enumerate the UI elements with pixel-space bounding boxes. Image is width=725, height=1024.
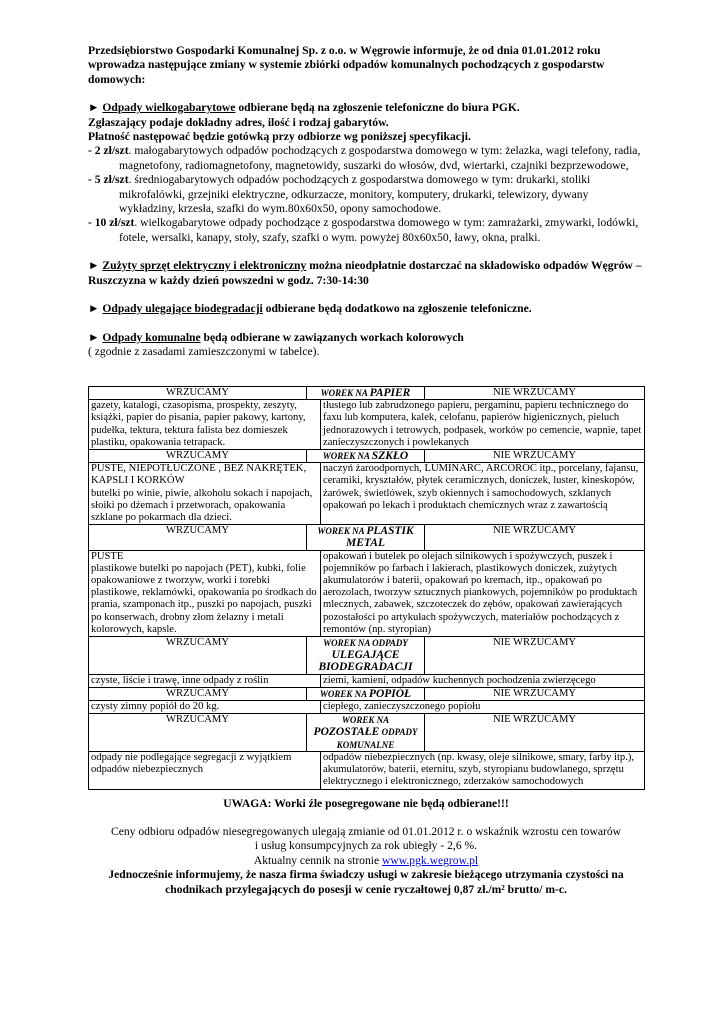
section-municipal-rest: będą odbierane w zawiązanych workach kolorowych bbox=[200, 330, 464, 344]
worek-type: POPIÓŁ bbox=[368, 687, 412, 700]
in-items: butelki po winie, piwie, alkoholu sokach i napojach, słoiki po dżemach i przetworach, opakowania szklane po pokarmach dla dzieci. bbox=[91, 487, 313, 524]
bag-type-header bbox=[307, 525, 425, 550]
footer-price-line2: i usług konsumpcyjnych za rok ubiegły - 2,6 %. bbox=[254, 839, 478, 853]
section-municipal-note: ( zgodnie z zasadami zamieszczonymi w tabelce). bbox=[88, 344, 320, 358]
worek-type: PAPIER bbox=[369, 387, 411, 399]
price-item-2 bbox=[88, 144, 646, 173]
section-bulky-line2: Zgłaszający podaje dokładny adres, ilość i rodzaj gabarytów. bbox=[88, 115, 389, 129]
in-header: WRZUCAMY bbox=[89, 637, 307, 675]
allowed-items-cell bbox=[89, 751, 321, 789]
price-item-5 bbox=[88, 173, 646, 216]
in-header: WRZUCAMY bbox=[89, 714, 307, 752]
footer-price-line1: Ceny odbioru odpadów niesegregowanych ulegają zmianie od 01.01.2012 r. o wskaźnik wzrostu cen towarów bbox=[111, 825, 621, 838]
out-header: NIE WRZUCAMY bbox=[425, 687, 645, 700]
out-items: opakowań i butelek po olejach silnikowych i spożywczych, puszek i pojemników po farbach i lakierach, plastikowych doniczek, zużytych akumulatorów i baterii, opakowań po kremach, itp., opakowań po aerozolach, tworzyw sztucznych piankowych, pojemników po produktach mlecznych, zabawek, szczoteczek do zębów, opakowań zawierających pozostałości po artykułach spożywczych, materiałów pochodzących z remontów (np. styropian) bbox=[323, 550, 638, 635]
worek-prefix: WOREK NA bbox=[319, 688, 369, 699]
out-items: ziemi, kamieni, odpadów kuchennych pochodzenia zwierzęcego bbox=[323, 674, 596, 686]
disallowed-items-cell bbox=[321, 550, 645, 636]
section-bulky-heading bbox=[88, 101, 646, 115]
bag-type-header bbox=[307, 687, 425, 700]
table-row bbox=[89, 751, 645, 789]
table-row bbox=[89, 463, 645, 525]
allowed-items-cell bbox=[89, 674, 321, 687]
table-header-row bbox=[89, 637, 645, 675]
footer bbox=[88, 825, 644, 897]
document-body bbox=[88, 44, 646, 359]
out-items: odpadów niebezpiecznych (np. kwasy, oleje silnikowe, smary, farby itp.), akumulatorów, baterii, eternitu, szyb, styropianu budowlanego, sprzętu elektrycznego i elektronicznego, zderzaków samochodowych bbox=[323, 751, 635, 788]
warning-text: UWAGA: Worki źle posegregowane nie będą odbierane!!! bbox=[223, 797, 509, 810]
section-biodegradable-rest: odbierane będą dodatkowo na zgłoszenie telefoniczne. bbox=[262, 302, 532, 316]
in-condition: PUSTE, NIEPOTŁUCZONE , BEZ NAKRĘTEK, KAPSLI I KORKÓW bbox=[91, 463, 307, 487]
out-items: ciepłego, zanieczyszczonego popiołu bbox=[323, 701, 481, 713]
out-items: tłustego lub zabrudzonego papieru, pergaminu, papieru technicznego do faxu lub komputera, kalek, celofanu, papierów higienicznych, pieluch jednorazowych i tetrowych, podpasek, worków po cemencie, wapnie, tapet zanieczyszczonych i powlekanych bbox=[323, 400, 642, 448]
in-condition: PUSTE bbox=[91, 550, 124, 562]
table-header-row bbox=[89, 387, 645, 400]
table-header-row bbox=[89, 687, 645, 700]
price-label: - 5 zł/szt bbox=[88, 173, 129, 187]
footer-cleaning-info: Jednocześnie informujemy, że nasza firma świadczy usługi w zakresie bieżącego utrzymania czystości na chodnikach przylegających do posesji w cenie ryczałtowej 0,87 zł./m² brutto/ m-c. bbox=[108, 868, 624, 896]
section-municipal bbox=[88, 331, 646, 345]
bag-type-header bbox=[307, 714, 425, 752]
table-header-row bbox=[89, 714, 645, 752]
disallowed-items-cell bbox=[321, 463, 645, 525]
out-header: NIE WRZUCAMY bbox=[425, 637, 645, 675]
table-header-row bbox=[89, 450, 645, 463]
price-label: - 2 zł/szt bbox=[88, 144, 129, 158]
in-items: gazety, katalogi, czasopisma, prospekty, zeszyty, książki, papier do pisania, papier pakowy, kartony, pudełka, tektura, tektura falista bez domieszek plastiku, opakowania tetrapack. bbox=[91, 400, 306, 448]
out-header: NIE WRZUCAMY bbox=[425, 714, 645, 752]
worek-type: PLASTIK METAL bbox=[346, 525, 414, 550]
worek-prefix: WOREK NA bbox=[317, 526, 367, 537]
price-text: . średniogabarytowych odpadów pochodzących z gospodarstwa domowego w tym: drukarki, stoliki mikrofalówki, grzejniki elektryczne, odkurzacze, monitory, komputery, drukarki, telewizory, dywany wykładziny, krzesła, szafki do wym.80x60x50, opony samochodowe. bbox=[119, 173, 591, 216]
table-row bbox=[89, 701, 645, 714]
intro-paragraph: Przedsiębiorstwo Gospodarki Komunalnej Sp. z o.o. w Węgrowie informuje, że od dnia 01.01.2012 roku wprowadza następujące zmiany w systemie zbiórki odpadów komunalnych pochodzących z gospodarstw domowych: bbox=[88, 44, 605, 86]
worek-type: ULEGAJĄCE BIODEGRADACJI bbox=[318, 649, 413, 674]
worek-prefix: WOREK NA bbox=[322, 451, 372, 462]
in-header: WRZUCAMY bbox=[89, 450, 307, 463]
in-header: WRZUCAMY bbox=[89, 525, 307, 550]
section-electronics bbox=[88, 259, 646, 288]
disallowed-items-cell bbox=[321, 674, 645, 687]
in-items: plastikowe butelki po napojach (PET), kubki, folie opakowaniowe z tworzyw, worki i torebki plastikowe, reklamówki, opakowania po środkach do prania, szamponach itp., puszki po napojach, puszki po konserwach, drobny złom żelazny i metali kolorowych, kapsle. bbox=[91, 562, 317, 635]
bag-type-header bbox=[307, 637, 425, 675]
worek-type: SZKŁO bbox=[371, 450, 409, 463]
section-biodegradable-title: Odpady ulegające biodegradacji bbox=[102, 302, 263, 316]
arrow-icon: ► bbox=[88, 259, 100, 273]
section-biodegradable bbox=[88, 302, 646, 316]
allowed-items-cell bbox=[89, 463, 321, 525]
waste-sorting-table bbox=[88, 386, 645, 790]
section-electronics-rest: można nieodpłatnie dostarczać na składowisko odpadów Węgrów – Ruszczyzna w każdy dzień powszedni w godz. 7:30-14:30 bbox=[88, 259, 642, 287]
section-bulky-rest: odbierane będą na zgłoszenie telefoniczne do biura PGK. bbox=[235, 101, 520, 115]
section-bulky-title: Odpady wielkogabarytowe bbox=[102, 101, 236, 115]
disallowed-items-cell bbox=[321, 751, 645, 789]
in-header: WRZUCAMY bbox=[89, 687, 307, 700]
arrow-icon: ► bbox=[88, 330, 100, 344]
worek-prefix: WOREK NA ODPADY bbox=[323, 638, 408, 649]
table-header-row bbox=[89, 525, 645, 550]
out-items: naczyń żaroodpornych, LUMINARC, ARCOROC itp., porcelany, fajansu, ceramiki, kryształów, płytek ceramicznych, doniczek, luster, kineskopów, żarówek, świetlówek, szyb okiennych i samochodowych, szklanych opakowań po lekach i produktach chemicznych wraz z zawartością bbox=[323, 463, 639, 511]
arrow-icon: ► bbox=[88, 101, 100, 115]
worek-type: POZOSTAŁE bbox=[313, 726, 380, 739]
section-municipal-title: Odpady komunalne bbox=[102, 330, 201, 344]
in-header: WRZUCAMY bbox=[89, 387, 307, 400]
allowed-items-cell bbox=[89, 400, 321, 450]
pgk-website-link[interactable]: www.pgk.wegrow.pl bbox=[382, 853, 479, 867]
in-items: czyste, liście i trawę, inne odpady z roślin bbox=[91, 674, 269, 686]
out-header: NIE WRZUCAMY bbox=[425, 525, 645, 550]
table-row bbox=[89, 550, 645, 636]
section-electronics-title: Zużyty sprzęt elektryczny i elektroniczny bbox=[102, 259, 307, 273]
arrow-icon: ► bbox=[88, 302, 100, 316]
allowed-items-cell bbox=[89, 701, 321, 714]
in-items: odpady nie podlegające segregacji z wyjątkiem odpadów niebezpiecznych bbox=[91, 751, 292, 776]
footer-pricelist-text: Aktualny cennik na stronie bbox=[253, 853, 383, 867]
worek-prefix: WOREK NA bbox=[341, 715, 390, 726]
price-text: . małogabarytowych odpadów pochodzących z gospodarstwa domowego w tym: żelazka, wagi telefony, radia, magnetofony, radiomagnetofony, magnetowidy, suszarki do włosów, dvd, wiertarki, czajniki bezprzewodowe, bbox=[119, 144, 641, 172]
price-label: - 10 zł/szt bbox=[88, 216, 135, 230]
worek-suffix: ODPADY KOMUNALNE bbox=[336, 727, 418, 750]
worek-prefix: WOREK NA bbox=[320, 388, 370, 398]
table-row bbox=[89, 674, 645, 687]
disallowed-items-cell bbox=[321, 400, 645, 450]
table-row bbox=[89, 400, 645, 450]
disallowed-items-cell bbox=[321, 701, 645, 714]
price-item-10 bbox=[88, 216, 646, 245]
footer-pricelist bbox=[88, 854, 644, 868]
bag-type-header bbox=[307, 387, 425, 400]
out-header: NIE WRZUCAMY bbox=[425, 450, 645, 463]
out-header: NIE WRZUCAMY bbox=[425, 387, 645, 400]
section-bulky-line3: Płatność następować będzie gotówką przy odbiorze wg poniższej specyfikacji. bbox=[88, 130, 471, 144]
price-text: . wielkogabarytowe odpady pochodzące z gospodarstwa domowego w tym: zamrażarki, zmywarki, lodówki, fotele, wersalki, kanapy, stoły, szafy, szafki o wym. powyżej 80x60x50, ławy, okna, pralki. bbox=[119, 216, 639, 244]
in-items: czysty zimny popiół do 20 kg. bbox=[91, 701, 220, 713]
allowed-items-cell bbox=[89, 550, 321, 636]
bag-type-header bbox=[307, 450, 425, 463]
